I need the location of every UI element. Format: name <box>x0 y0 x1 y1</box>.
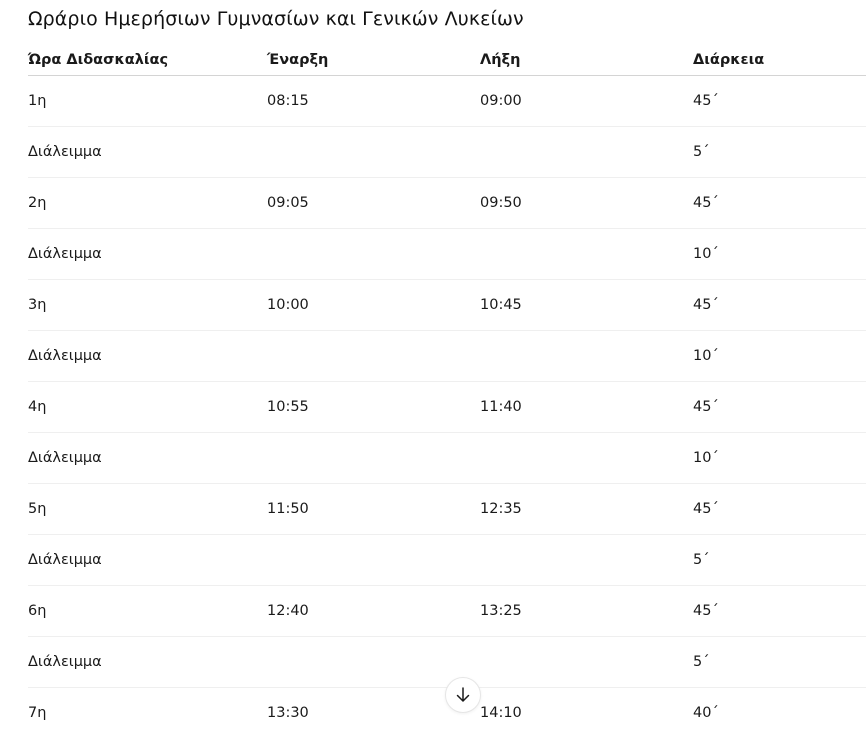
cell-period: Διάλειμμα <box>28 246 102 262</box>
cell-period: Διάλειμμα <box>28 144 102 160</box>
table-row <box>28 331 866 382</box>
table-row <box>28 535 866 586</box>
cell-duration: 45΄ <box>693 399 719 415</box>
cell-duration: 10΄ <box>693 450 719 466</box>
schedule-table <box>28 44 866 738</box>
page-title: Ωράριο Ημερήσιων Γυμνασίων και Γενικών Λυκείων <box>28 8 524 30</box>
scroll-down-button[interactable] <box>445 677 481 713</box>
table-row <box>28 76 866 127</box>
table-row <box>28 178 866 229</box>
cell-start: 11:50 <box>267 501 309 517</box>
cell-period: 1η <box>28 93 47 109</box>
cell-duration: 45΄ <box>693 195 719 211</box>
cell-end: 12:35 <box>480 501 522 517</box>
cell-start: 09:05 <box>267 195 309 211</box>
cell-duration: 45΄ <box>693 501 719 517</box>
cell-end: 10:45 <box>480 297 522 313</box>
table-row <box>28 637 866 688</box>
table-row <box>28 433 866 484</box>
arrow-down-icon <box>454 686 472 704</box>
cell-start: 10:00 <box>267 297 309 313</box>
cell-duration: 40΄ <box>693 705 719 721</box>
header-period: Ώρα Διδασκαλίας <box>28 51 169 68</box>
cell-duration: 45΄ <box>693 603 719 619</box>
cell-end: 13:25 <box>480 603 522 619</box>
cell-period: 7η <box>28 705 47 721</box>
cell-duration: 5΄ <box>693 144 710 160</box>
cell-period: Διάλειμμα <box>28 654 102 670</box>
cell-period: 4η <box>28 399 47 415</box>
header-end: Λήξη <box>480 51 521 68</box>
cell-start: 08:15 <box>267 93 309 109</box>
cell-end: 11:40 <box>480 399 522 415</box>
table-row <box>28 382 866 433</box>
cell-period: 2η <box>28 195 47 211</box>
cell-duration: 45΄ <box>693 93 719 109</box>
table-row <box>28 586 866 637</box>
cell-period: Διάλειμμα <box>28 348 102 364</box>
cell-duration: 5΄ <box>693 552 710 568</box>
cell-duration: 5΄ <box>693 654 710 670</box>
header-duration: Διάρκεια <box>693 51 765 68</box>
table-row <box>28 280 866 331</box>
table-row <box>28 127 866 178</box>
cell-period: Διάλειμμα <box>28 450 102 466</box>
cell-start: 12:40 <box>267 603 309 619</box>
cell-period: 5η <box>28 501 47 517</box>
table-header <box>28 44 866 76</box>
table-row <box>28 484 866 535</box>
cell-duration: 45΄ <box>693 297 719 313</box>
cell-end: 09:00 <box>480 93 522 109</box>
cell-period: Διάλειμμα <box>28 552 102 568</box>
cell-period: 3η <box>28 297 47 313</box>
header-start: Έναρξη <box>267 51 329 68</box>
cell-start: 13:30 <box>267 705 309 721</box>
cell-duration: 10΄ <box>693 246 719 262</box>
cell-end: 09:50 <box>480 195 522 211</box>
table-row <box>28 229 866 280</box>
cell-start: 10:55 <box>267 399 309 415</box>
cell-duration: 10΄ <box>693 348 719 364</box>
cell-period: 6η <box>28 603 47 619</box>
cell-end: 14:10 <box>480 705 522 721</box>
